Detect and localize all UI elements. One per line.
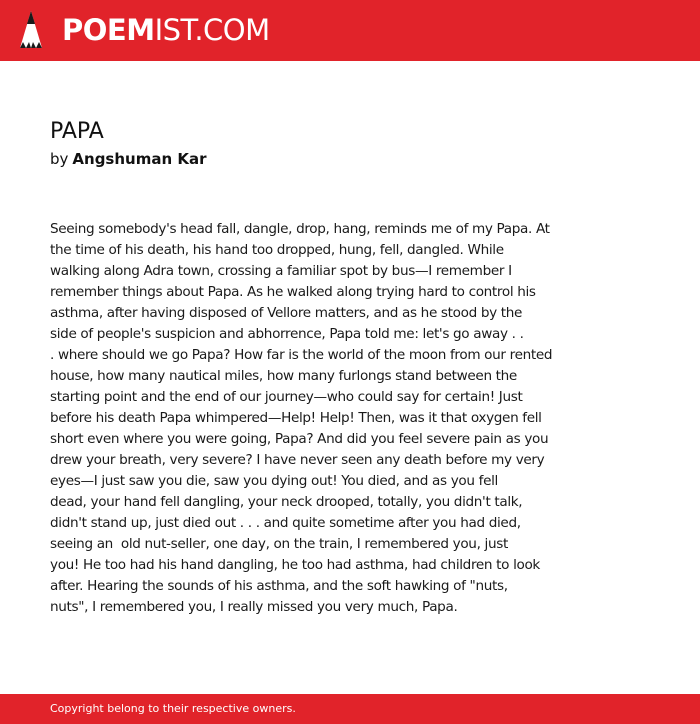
site-header bbox=[0, 0, 700, 61]
poem-line: eyes—I just saw you die, saw you dying out! You died, and as you fell bbox=[50, 473, 498, 489]
poem-line: . where should we go Papa? How far is the world of the moon from our rented bbox=[50, 347, 553, 363]
poem-line: dead, your hand fell dangling, your neck drooped, totally, you didn't talk, bbox=[50, 494, 523, 510]
poem-line: Seeing somebody's head fall, dangle, drop, hang, reminds me of my Papa. At bbox=[50, 221, 550, 237]
author-name[interactable]: Angshuman Kar bbox=[72, 150, 207, 168]
byline bbox=[50, 149, 207, 169]
logo-light-text: IST.COM bbox=[154, 13, 270, 47]
poem-line: asthma, after having disposed of Vellore matters, and as he stood by the bbox=[50, 305, 523, 321]
poem-body bbox=[50, 219, 650, 618]
logo-bold-text: POEM bbox=[62, 13, 155, 47]
poem-line: walking along Adra town, crossing a familiar spot by bus—I remember I bbox=[50, 263, 512, 279]
poem-line: the time of his death, his hand too dropped, hung, fell, dangled. While bbox=[50, 242, 504, 258]
poem-line: you! He too had his hand dangling, he too had asthma, had children to look bbox=[50, 557, 540, 573]
copyright-text: Copyright belong to their respective owners. bbox=[50, 702, 296, 715]
poem-line: seeing an old nut-seller, one day, on the train, I remembered you, just bbox=[50, 536, 508, 552]
poem-line: side of people's suspicion and abhorrence, Papa told me: let's go away . . bbox=[50, 326, 524, 342]
poem-line: didn't stand up, just died out . . . and quite sometime after you had died, bbox=[50, 515, 521, 531]
poem-title: PAPA bbox=[50, 119, 104, 144]
poem-line: before his death Papa whimpered—Help! Help! Then, was it that oxygen fell bbox=[50, 410, 542, 426]
poem-line: after. Hearing the sounds of his asthma, and the soft hawking of "nuts, bbox=[50, 578, 508, 594]
pencil-icon[interactable] bbox=[18, 10, 44, 50]
poem-line: short even where you were going, Papa? And did you feel severe pain as you bbox=[50, 431, 549, 447]
site-footer bbox=[0, 694, 700, 724]
poem-line: remember things about Papa. As he walked along trying hard to control his bbox=[50, 284, 536, 300]
poem-line: nuts", I remembered you, I really missed you very much, Papa. bbox=[50, 599, 458, 615]
poem-line: house, how many nautical miles, how many furlongs stand between the bbox=[50, 368, 517, 384]
site-logo[interactable] bbox=[62, 12, 270, 48]
poem-line: starting point and the end of our journey—who could say for certain! Just bbox=[50, 389, 523, 405]
poem-line: drew your breath, very severe? I have never seen any death before my very bbox=[50, 452, 545, 468]
by-label: by bbox=[50, 150, 69, 168]
